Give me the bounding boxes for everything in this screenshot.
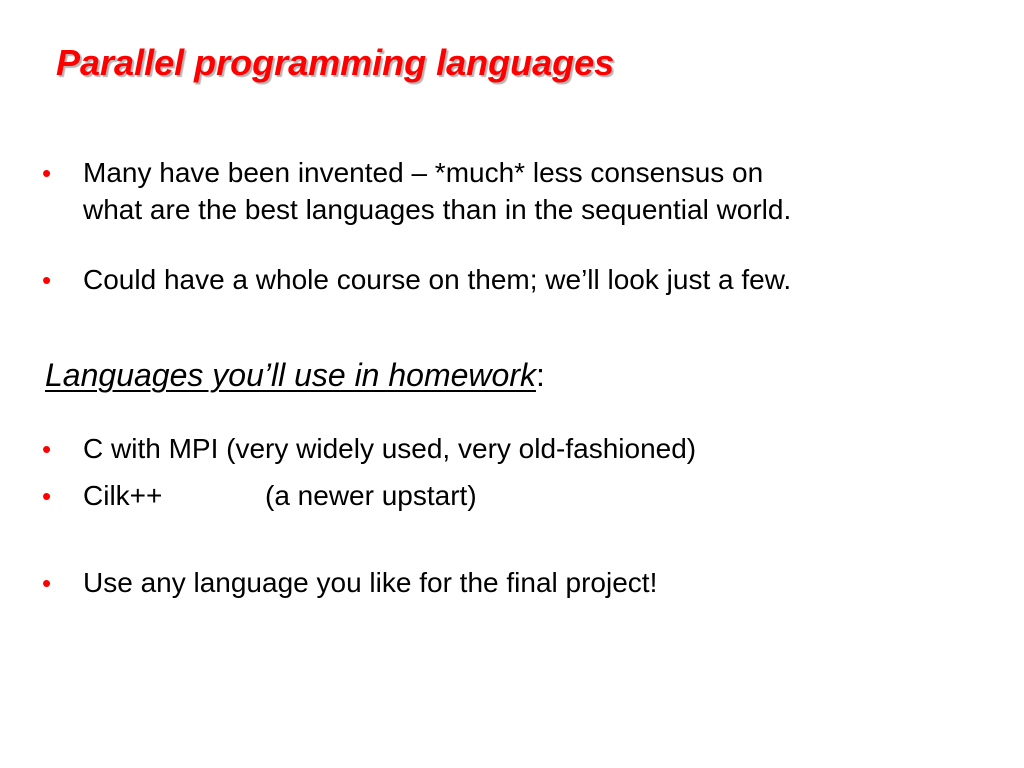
subheading-text: Languages you’ll use in homework — [45, 357, 536, 393]
slide-title: Parallel programming languages — [56, 42, 615, 83]
bullet-dot-icon: • — [42, 481, 52, 511]
bullet-text-line: Use any language you like for the final project! — [83, 567, 658, 598]
bullet-language-note: (a newer upstart) — [265, 480, 477, 511]
bullet-language-label: Cilk++ — [83, 480, 163, 511]
subheading-colon: : — [535, 357, 545, 393]
bullet-text-line: Many have been invented – *much* less consensus on — [83, 157, 764, 188]
bullet-dot-icon: • — [42, 265, 52, 295]
bullet-dot-icon: • — [42, 568, 52, 598]
bullet-text-line: Could have a whole course on them; we’ll look just a few. — [83, 264, 792, 295]
bullet-text-line: what are the best languages than in the sequential world. — [83, 194, 792, 225]
section-subheading — [45, 354, 545, 396]
bullet-dot-icon: • — [42, 158, 52, 188]
bullet-dot-icon: • — [42, 434, 52, 464]
bullet-text-line: C with MPI (very widely used, very old-fashioned) — [83, 433, 697, 464]
